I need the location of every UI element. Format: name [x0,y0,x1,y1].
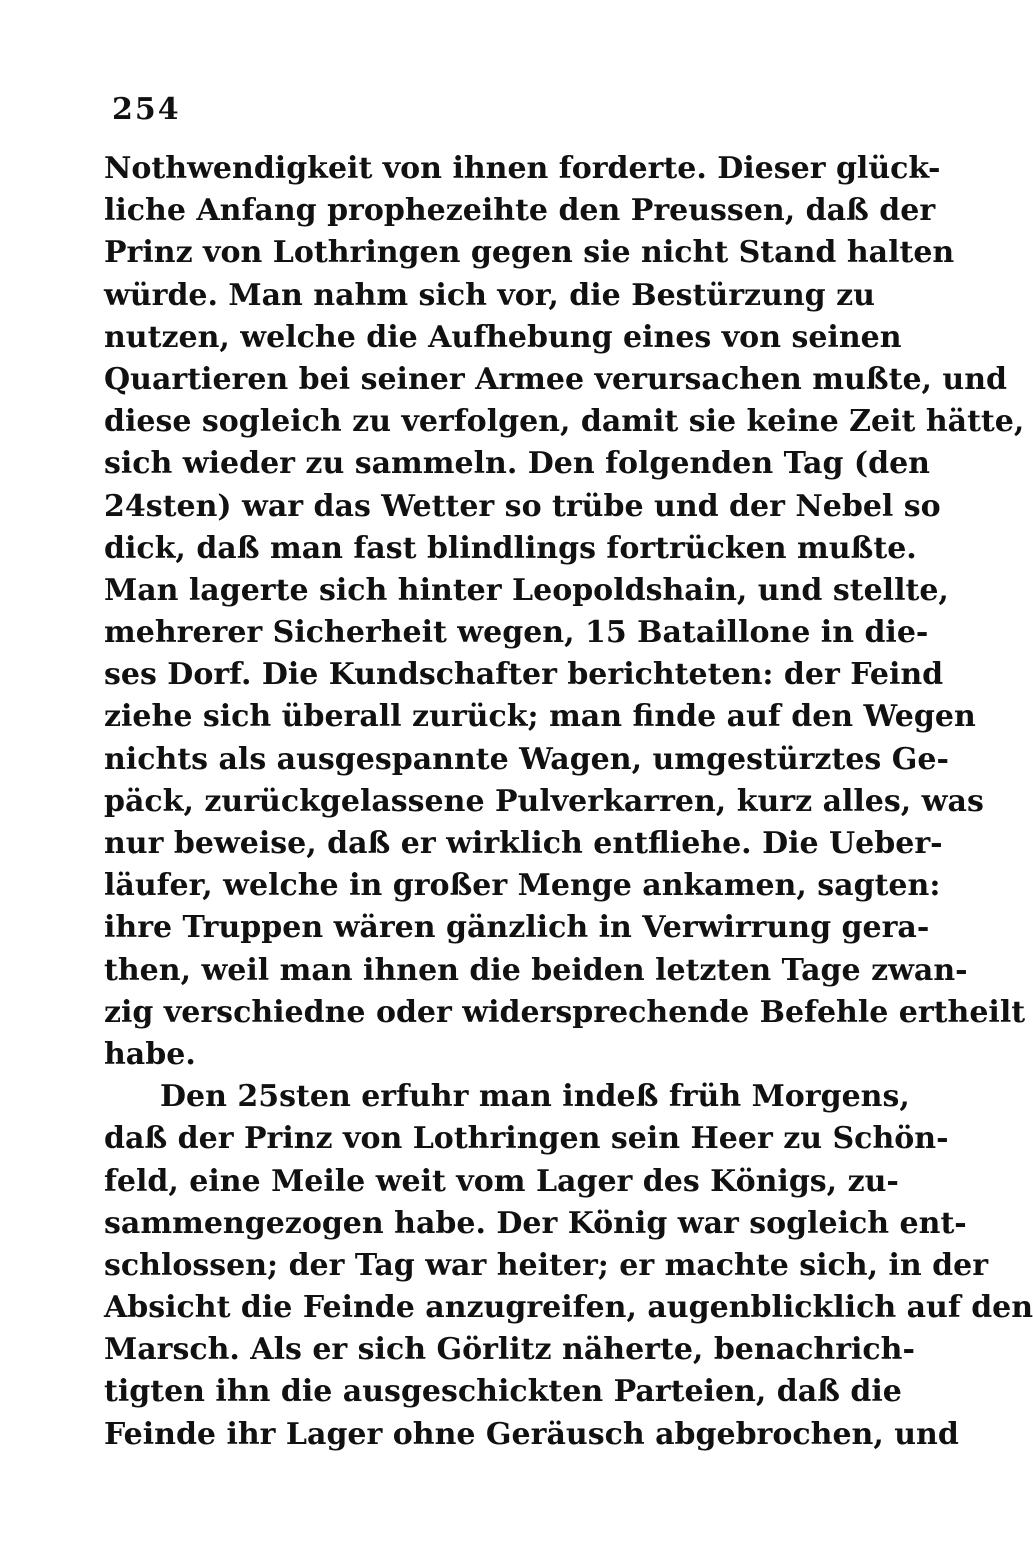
text-line: Nothwendigkeit von ihnen forderte. Dieser glück- [104,151,941,186]
text-line: päck, zurückgelassene Pulverkarren, kurz alles, was [104,783,984,819]
text-line: schlossen; der Tag war heiter; er machte sich, in der [104,1247,989,1283]
text-line: nichts als ausgespannte Wagen, umgestürztes Ge- [104,741,949,777]
text-line: sich wieder zu sammeln. Den folgenden Tag (den [104,446,930,482]
body-text [104,148,1033,1456]
text-line: then, weil man ihnen die beiden letzten Tage zwan- [104,952,968,988]
text-line: zig verschiedne oder widersprechende Befehle ertheilt [104,994,1026,1030]
text-line: Absicht die Feinde anzugreifen, augenblicklich auf den [104,1290,1033,1326]
text-line: ziehe sich überall zurück; man finde auf den Wegen [104,699,976,735]
text-line: daß der Prinz von Lothringen sein Heer zu Schön- [104,1121,949,1157]
text-line: feld, eine Meile weit vom Lager des Königs, zu- [104,1163,899,1199]
text-line: habe. [104,1036,196,1072]
text-line: Quartieren bei seiner Armee verursachen mußte, und [104,361,1008,397]
text-line: würde. Man nahm sich vor, die Bestürzung zu [104,277,875,313]
text-line: nutzen, welche die Aufhebung eines von seinen [104,319,902,355]
text-line: sammengezogen habe. Der König war sogleich ent- [104,1205,967,1241]
text-line: liche Anfang prophezeihte den Preussen, daß der [104,193,936,229]
text-line: mehrerer Sicherheit wegen, 15 Bataillone in die- [104,615,929,651]
text-line: tigten ihn die ausgeschickten Parteien, daß die [104,1374,902,1410]
text-line: ses Dorf. Die Kundschafter berichteten: der Feind [104,657,944,693]
text-line: nur beweise, daß er wirklich entfliehe. Die Ueber- [104,826,943,861]
page-number: 254 [112,92,181,127]
paragraph-1 [104,148,1026,1076]
text-line: 24sten) war das Wetter so trübe und der Nebel so [104,488,941,524]
text-line: Man lagerte sich hinter Leopoldshain, und stellte, [104,572,949,608]
text-line: läufer, welche in großer Menge ankamen, sagten: [104,868,941,904]
text-line: Den 25sten erfuhr man indeß früh Morgens, [160,1079,910,1115]
text-line: diese sogleich zu verfolgen, damit sie keine Zeit hätte, [104,404,1025,440]
text-line: Feinde ihr Lager ohne Geräusch abgebrochen, und [104,1416,959,1452]
text-line: Prinz von Lothringen gegen sie nicht Stand halten [104,235,955,271]
text-line: Marsch. Als er sich Görlitz näherte, benachrich- [104,1332,915,1368]
paragraph-2 [104,1076,1033,1456]
text-line: ihre Truppen wären gänzlich in Verwirrung gera- [104,910,930,946]
text-line: dick, daß man fast blindlings fortrücken mußte. [104,530,917,566]
